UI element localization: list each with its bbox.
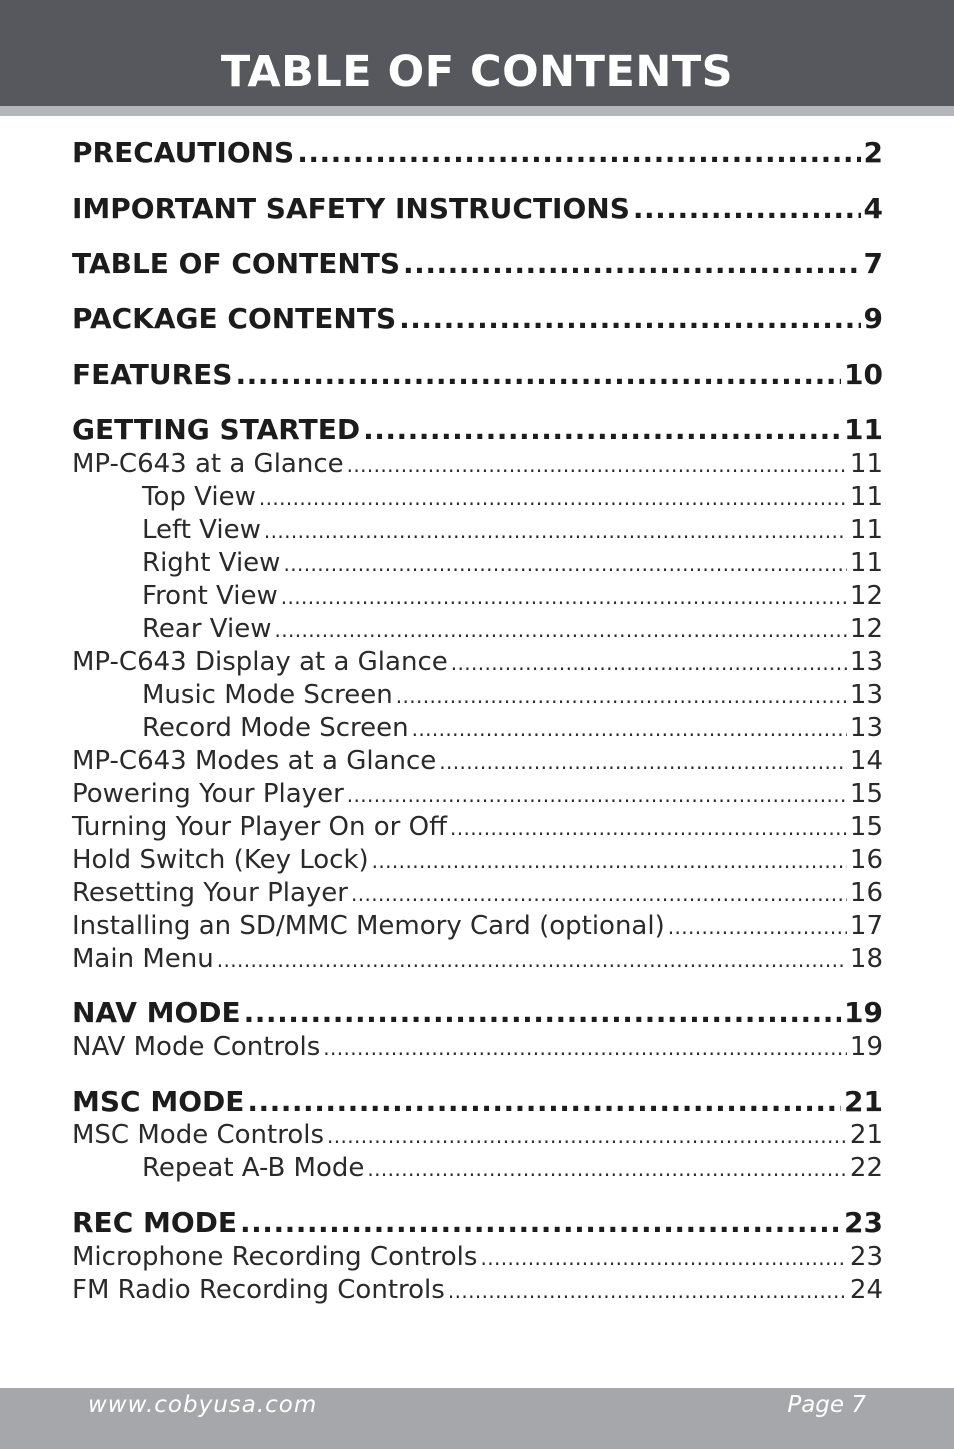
dot-leader	[327, 1119, 847, 1153]
toc-entry-page: 14	[849, 746, 883, 776]
toc-entry-page: 9	[863, 302, 883, 335]
footer-page-number: Page 7	[787, 1392, 866, 1418]
dot-leader	[247, 1082, 841, 1122]
toc-entry-label: REC MODE	[72, 1206, 238, 1239]
toc-entry-display-at-a-glance[interactable]	[72, 645, 883, 679]
toc-entry-precautions[interactable]	[72, 133, 883, 173]
toc-entry-mp-c643-at-a-glance[interactable]	[72, 447, 883, 481]
toc-entry-right-view[interactable]	[142, 546, 883, 580]
toc-entry-label: NAV Mode Controls	[72, 1032, 321, 1062]
toc-entry-label: Hold Switch (Key Lock)	[72, 845, 369, 875]
dot-leader	[297, 133, 860, 173]
dot-leader	[244, 993, 841, 1033]
toc-entry-microphone-recording-controls[interactable]	[72, 1240, 883, 1274]
toc-entry-page: 13	[849, 713, 883, 743]
toc-entry-page: 21	[849, 1120, 883, 1150]
toc-entry-page: 13	[849, 647, 883, 677]
toc-entry-page: 4	[863, 192, 883, 225]
toc-entry-label: MP-C643 Display at a Glance	[72, 647, 448, 677]
toc-entry-page: 12	[849, 581, 883, 611]
toc-entry-label: PRECAUTIONS	[72, 136, 295, 169]
dot-leader	[363, 410, 841, 450]
toc-entry-page: 7	[863, 247, 883, 280]
toc-entry-label: MP-C643 Modes at a Glance	[72, 746, 437, 776]
dot-leader	[367, 1152, 847, 1186]
toc-entry-label: GETTING STARTED	[72, 413, 361, 446]
toc-entry-page: 11	[849, 449, 883, 479]
toc-entry-page: 10	[844, 358, 883, 391]
dot-leader	[633, 189, 861, 229]
toc-entry-getting-started[interactable]	[72, 410, 883, 450]
toc-entry-page: 16	[849, 878, 883, 908]
toc-entry-page: 11	[849, 515, 883, 545]
toc-entry-main-menu[interactable]	[72, 942, 883, 976]
toc-entry-features[interactable]	[72, 355, 883, 395]
toc-entry-page: 23	[844, 1206, 883, 1239]
footer-website-link[interactable]: www.cobyusa.com	[88, 1392, 318, 1418]
toc-entry-rec-mode[interactable]	[72, 1203, 883, 1243]
toc-entry-label: MSC MODE	[72, 1085, 245, 1118]
toc-entry-hold-switch[interactable]	[72, 843, 883, 877]
toc-entry-turning-player-on-off[interactable]	[72, 810, 883, 844]
header-stripe	[0, 106, 954, 116]
toc-entry-label: MSC Mode Controls	[72, 1120, 324, 1150]
toc-entry-label: FM Radio Recording Controls	[72, 1275, 445, 1305]
dot-leader	[274, 613, 846, 647]
toc-entry-page: 19	[849, 1032, 883, 1062]
dot-leader	[264, 514, 847, 548]
toc-entry-page: 11	[844, 413, 883, 446]
dot-leader	[347, 448, 847, 482]
toc-entry-label: Main Menu	[72, 944, 214, 974]
toc-entry-label: MP-C643 at a Glance	[72, 449, 344, 479]
toc-entry-page: 16	[849, 845, 883, 875]
toc-entry-front-view[interactable]	[142, 579, 883, 613]
dot-leader	[259, 481, 847, 515]
toc-entry-label: NAV MODE	[72, 996, 241, 1029]
toc-entry-page: 22	[849, 1153, 883, 1183]
toc-entry-page: 11	[849, 482, 883, 512]
dot-leader	[372, 844, 847, 878]
toc-entry-page: 15	[849, 779, 883, 809]
toc-entry-installing-memory-card[interactable]	[72, 909, 883, 943]
toc-entry-table-of-contents[interactable]	[72, 244, 883, 284]
dot-leader	[281, 580, 847, 614]
toc-entry-record-mode-screen[interactable]	[142, 711, 883, 745]
toc-entry-label: Record Mode Screen	[142, 713, 409, 743]
toc-entry-label: Front View	[142, 581, 278, 611]
toc-entry-label: Left View	[142, 515, 261, 545]
dot-leader	[351, 877, 847, 911]
dot-leader	[323, 1031, 847, 1065]
dot-leader	[403, 244, 860, 284]
toc-entry-powering-your-player[interactable]	[72, 777, 883, 811]
toc-entry-label: FEATURES	[72, 358, 233, 391]
toc-entry-label: Installing an SD/MMC Memory Card (optional)	[72, 911, 665, 941]
toc-entry-page: 19	[844, 996, 883, 1029]
toc-entry-package-contents[interactable]	[72, 299, 883, 339]
toc-entry-resetting-your-player[interactable]	[72, 876, 883, 910]
dot-leader	[347, 778, 847, 812]
dot-leader	[451, 646, 847, 680]
toc-entry-modes-at-a-glance[interactable]	[72, 744, 883, 778]
toc-entry-page: 18	[849, 944, 883, 974]
toc-entry-label: PACKAGE CONTENTS	[72, 302, 397, 335]
toc-entry-page: 21	[844, 1085, 883, 1118]
toc-entry-msc-mode-controls[interactable]	[72, 1118, 883, 1152]
toc-entry-page: 12	[849, 614, 883, 644]
dot-leader	[399, 299, 860, 339]
dot-leader	[450, 811, 847, 845]
toc-entry-nav-mode-controls[interactable]	[72, 1030, 883, 1064]
toc-entry-label: Top View	[142, 482, 256, 512]
toc-entry-page: 23	[849, 1242, 883, 1272]
toc-entry-important-safety-instructions[interactable]	[72, 189, 883, 229]
toc-entry-label: IMPORTANT SAFETY INSTRUCTIONS	[72, 192, 630, 225]
dot-leader	[235, 355, 841, 395]
dot-leader	[668, 910, 847, 944]
toc-entry-label: Microphone Recording Controls	[72, 1242, 478, 1272]
toc-entry-page: 24	[849, 1275, 883, 1305]
toc-entry-label: Music Mode Screen	[142, 680, 393, 710]
toc-entry-label: Resetting Your Player	[72, 878, 348, 908]
toc-entry-label: Turning Your Player On or Off	[72, 812, 447, 842]
toc-entry-label: Rear View	[142, 614, 272, 644]
toc-entry-msc-mode[interactable]	[72, 1082, 883, 1122]
toc-entry-page: 2	[863, 136, 883, 169]
toc-entry-page: 13	[849, 680, 883, 710]
dot-leader	[439, 745, 847, 779]
toc-entry-rear-view[interactable]	[142, 612, 883, 646]
toc-entry-page: 17	[849, 911, 883, 941]
dot-leader	[396, 679, 847, 713]
toc-entry-label: Powering Your Player	[72, 779, 344, 809]
toc-entry-left-view[interactable]	[142, 513, 883, 547]
toc-entry-top-view[interactable]	[142, 480, 883, 514]
toc-entry-label: TABLE OF CONTENTS	[72, 247, 401, 280]
dot-leader	[217, 943, 847, 977]
toc-entry-nav-mode[interactable]	[72, 993, 883, 1033]
dot-leader	[412, 712, 847, 746]
dot-leader	[283, 547, 846, 581]
toc-entry-repeat-a-b-mode[interactable]	[142, 1151, 883, 1185]
page-title: TABLE OF CONTENTS	[220, 47, 734, 97]
toc-entry-page: 11	[849, 548, 883, 578]
toc-entry-label: Right View	[142, 548, 281, 578]
toc-entry-page: 15	[849, 812, 883, 842]
dot-leader	[448, 1274, 847, 1308]
dot-leader	[240, 1203, 841, 1243]
toc-entry-fm-radio-recording-controls[interactable]	[72, 1273, 883, 1307]
toc-entry-music-mode-screen[interactable]	[142, 678, 883, 712]
dot-leader	[480, 1241, 846, 1275]
toc-entry-label: Repeat A-B Mode	[142, 1153, 365, 1183]
